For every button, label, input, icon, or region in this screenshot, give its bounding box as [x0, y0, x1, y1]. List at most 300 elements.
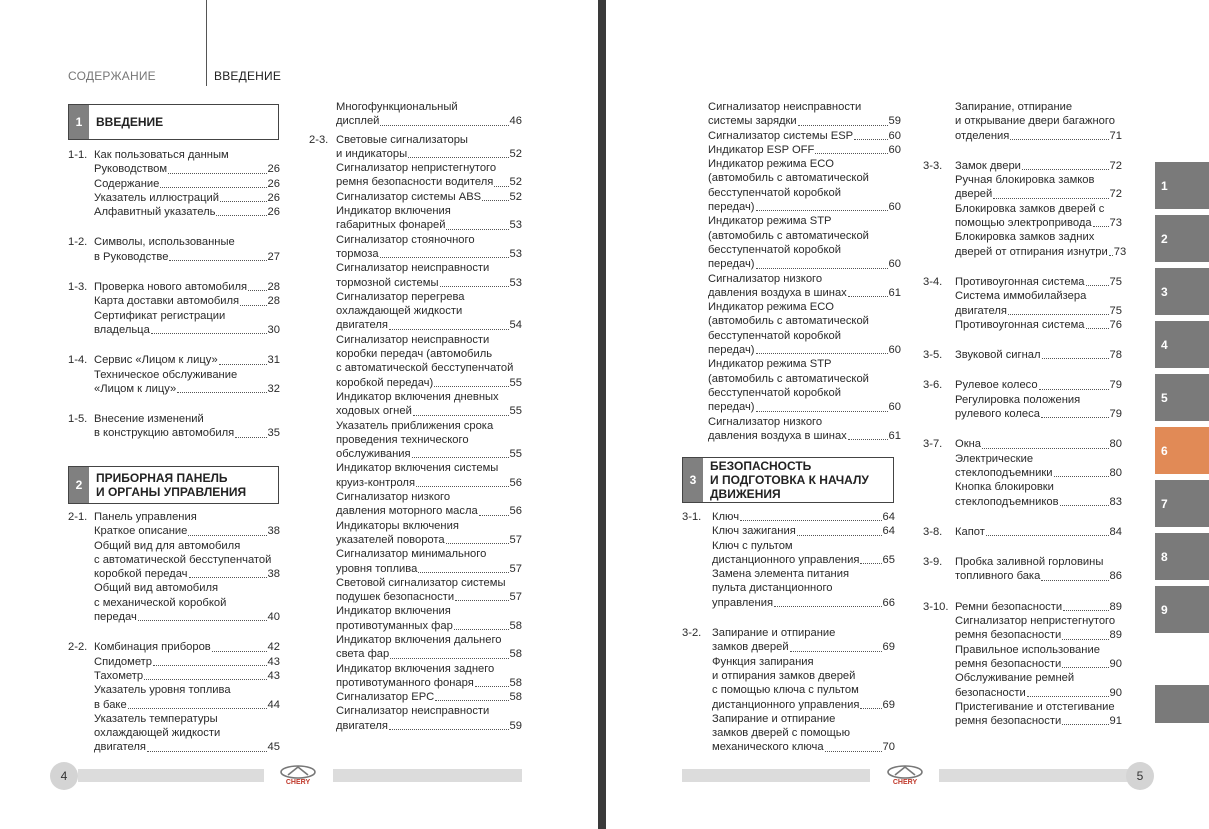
chapter-tab-9[interactable]: 9	[1155, 586, 1209, 633]
toc-entry-page: 40	[267, 611, 280, 624]
dot-leader	[740, 520, 882, 521]
toc-entry-text: Указатель температуры	[94, 712, 218, 725]
toc-entry-text: проведения технического	[336, 433, 469, 446]
toc-entry[interactable]	[923, 100, 1122, 143]
dot-leader	[982, 448, 1109, 449]
toc-entry-page: 90	[1109, 657, 1122, 670]
toc-entry-page: 75	[1109, 304, 1122, 317]
toc-entry-text: уровня топлива	[336, 562, 418, 575]
toc-entry-page: 76	[1109, 318, 1122, 331]
toc-entry-text: замков дверей	[712, 641, 789, 654]
toc-entry-page: 66	[882, 596, 895, 609]
toc-entry-text: передач)	[708, 258, 755, 271]
chapter-tab-8[interactable]: 8	[1155, 533, 1209, 580]
toc-column-right-2	[923, 100, 1127, 728]
toc-entry[interactable]	[923, 275, 1122, 289]
toc-entry[interactable]	[309, 662, 522, 691]
toc-entry[interactable]	[708, 300, 901, 357]
dot-leader	[1027, 696, 1109, 697]
toc-entry-text: передач	[94, 611, 137, 624]
toc-entry[interactable]	[923, 318, 1122, 332]
toc-entry[interactable]	[923, 671, 1122, 700]
chapter-tab-blank[interactable]	[1155, 685, 1209, 723]
toc-entry-number: 3-2.	[682, 627, 702, 640]
toc-entry-text: коробкой передач)	[336, 376, 434, 389]
chapter-tab-4[interactable]: 4	[1155, 321, 1209, 368]
toc-entry-text: Окна	[955, 438, 981, 451]
toc-entry-text: давления воздуха в шинах	[708, 286, 847, 299]
toc-entry[interactable]	[708, 415, 901, 444]
page-number-badge: 4	[50, 762, 78, 790]
toc-entry-text: охлаждающей жидкости	[336, 305, 463, 318]
toc-entry[interactable]	[309, 333, 522, 390]
toc-entry-number: 3-10.	[923, 600, 949, 613]
toc-entry-number: 3-9.	[923, 556, 943, 569]
toc-entry-text: ремня безопасности	[955, 657, 1062, 670]
toc-entry-text: Сигнализатор стояночного	[336, 233, 475, 246]
toc-entry-text: дисплей	[336, 115, 380, 128]
toc-entry-text: Индикатор включения заднего	[336, 662, 495, 675]
toc-entry[interactable]	[309, 290, 522, 333]
toc-column-left-1b	[68, 510, 280, 755]
toc-entry[interactable]	[309, 690, 522, 704]
toc-entry-number: 1-4.	[68, 354, 88, 367]
dot-leader	[479, 515, 509, 516]
toc-entry-text: Индикатор режима ECO	[708, 158, 834, 171]
toc-entry-page: 55	[509, 448, 522, 461]
dot-leader	[1042, 358, 1109, 359]
toc-entry[interactable]	[708, 357, 901, 414]
toc-entry-text: Электрические	[955, 452, 1034, 465]
toc-entry-text: Сигнализатор перегрева	[336, 290, 465, 303]
toc-entry[interactable]	[708, 272, 901, 301]
toc-entry[interactable]	[682, 567, 895, 610]
toc-entry-text: обслуживания	[336, 448, 411, 461]
section-title: БЕЗОПАСНОСТЬ И ПОДГОТОВКА К НАЧАЛУ ДВИЖЕНИЯ	[710, 459, 869, 501]
toc-entry-text: Ключ зажигания	[712, 525, 796, 538]
header-divider	[206, 0, 207, 86]
dot-leader	[756, 210, 888, 211]
toc-entry-number: 3-5.	[923, 349, 943, 362]
toc-entry[interactable]	[309, 233, 522, 262]
toc-entry-page: 89	[1109, 600, 1122, 613]
toc-entry-text: Капот	[955, 525, 985, 538]
toc-entry[interactable]	[309, 161, 522, 190]
toc-entry-text: двигателя	[94, 741, 146, 754]
toc-entry-page: 55	[509, 376, 522, 389]
toc-entry-page: 58	[509, 648, 522, 661]
toc-entry[interactable]	[68, 235, 280, 264]
dot-leader	[169, 260, 266, 261]
toc-entry-page: 54	[509, 319, 522, 332]
toc-entry-text: Блокировка замков дверей с	[955, 202, 1105, 215]
toc-entry-text: Звуковой сигнал	[955, 349, 1041, 362]
toc-entry-text: Функция запирания	[712, 655, 814, 668]
toc-entry-text: с автоматической бесступенчатой	[336, 362, 514, 375]
dot-leader	[380, 257, 509, 258]
toc-entry-text: Руководством	[94, 163, 168, 176]
toc-entry-page: 38	[267, 568, 280, 581]
toc-entry-text: Обслуживание ремней	[955, 672, 1075, 685]
chapter-tab-3[interactable]: 3	[1155, 268, 1209, 315]
toc-entry-text: тормозной системы	[336, 276, 439, 289]
footer-bar	[333, 769, 522, 782]
toc-entry-text: Краткое описание	[94, 525, 188, 538]
dot-leader	[1010, 139, 1108, 140]
dot-leader	[147, 751, 267, 752]
toc-entry[interactable]	[923, 480, 1122, 509]
dot-leader	[825, 751, 882, 752]
toc-entry-text: Спидометр	[94, 655, 153, 668]
toc-entry[interactable]	[708, 157, 901, 214]
toc-entry-text: дверей от отпирания изнутри	[955, 245, 1108, 258]
toc-entry-text: бесступенчатой коробкой	[708, 243, 841, 256]
section-number: 3	[683, 458, 703, 502]
toc-entry[interactable]	[682, 712, 895, 755]
toc-entry-text: Пристегивание и отстегивание	[955, 700, 1115, 713]
dot-leader	[212, 651, 267, 652]
toc-entry-page: 52	[509, 176, 522, 189]
toc-entry[interactable]	[309, 133, 522, 162]
toc-entry-text: и открывание двери багажного	[955, 115, 1115, 128]
dot-leader	[1086, 285, 1109, 286]
toc-entry-page: 65	[882, 553, 895, 566]
toc-entry-page: 84	[1109, 525, 1122, 538]
toc-entry[interactable]	[68, 191, 280, 205]
toc-entry[interactable]	[923, 525, 1122, 539]
toc-entry[interactable]	[923, 600, 1122, 614]
toc-entry[interactable]	[923, 393, 1122, 422]
toc-entry[interactable]	[923, 555, 1122, 584]
toc-entry[interactable]	[68, 309, 280, 338]
dot-leader	[1008, 314, 1109, 315]
dot-leader	[790, 651, 882, 652]
toc-entry[interactable]	[68, 205, 280, 219]
toc-entry-text: топливного бака	[955, 570, 1041, 583]
dot-leader	[240, 305, 266, 306]
toc-entry[interactable]	[309, 576, 522, 605]
toc-entry[interactable]	[682, 524, 895, 538]
toc-entry[interactable]	[68, 294, 280, 308]
toc-entry-page: 57	[509, 591, 522, 604]
toc-entry-page: 26	[267, 206, 280, 219]
toc-entry[interactable]	[923, 202, 1122, 231]
toc-entry[interactable]	[923, 173, 1122, 202]
toc-entry[interactable]	[923, 700, 1122, 729]
dot-leader	[482, 200, 508, 201]
toc-entry-page: 86	[1109, 570, 1122, 583]
toc-entry-text: Противоугонная система	[955, 275, 1085, 288]
dot-leader	[160, 187, 266, 188]
chery-logo	[276, 764, 320, 788]
dot-leader	[815, 153, 887, 154]
toc-entry-page: 30	[267, 323, 280, 336]
toc-entry[interactable]	[923, 614, 1122, 643]
toc-entry-page: 28	[267, 281, 280, 294]
dot-leader	[248, 290, 266, 291]
toc-entry[interactable]	[708, 214, 901, 271]
toc-entry-page: 35	[267, 427, 280, 440]
section-2-box[interactable]	[68, 466, 279, 504]
toc-entry-text: Ремни безопасности	[955, 600, 1063, 613]
dot-leader	[435, 700, 508, 701]
chapter-tab-7[interactable]: 7	[1155, 480, 1209, 527]
dot-leader	[475, 686, 509, 687]
toc-entry-page: 26	[267, 191, 280, 204]
page-number-badge: 5	[1126, 762, 1154, 790]
toc-entry-text: ремня безопасности	[955, 715, 1062, 728]
toc-entry-text: с автоматической бесступенчатой	[94, 553, 272, 566]
dot-leader	[440, 286, 509, 287]
toc-entry-page: 56	[509, 476, 522, 489]
toc-entry-number: 3-4.	[923, 275, 943, 288]
section-number: 1	[69, 105, 89, 139]
toc-entry[interactable]	[68, 353, 280, 367]
dot-leader	[494, 186, 508, 187]
toc-entry-text: Как пользоваться данным	[94, 149, 229, 161]
toc-entry[interactable]	[68, 148, 280, 162]
toc-entry[interactable]	[682, 539, 895, 568]
toc-entry-page: 89	[1109, 629, 1122, 642]
toc-entry[interactable]	[68, 280, 280, 294]
toc-entry[interactable]	[682, 510, 895, 524]
dot-leader	[454, 629, 509, 630]
toc-entry-page: 53	[509, 247, 522, 260]
toc-entry-page: 57	[509, 533, 522, 546]
toc-entry-page: 78	[1109, 349, 1122, 362]
toc-entry[interactable]	[309, 604, 522, 633]
toc-entry-text: Проверка нового автомобиля	[94, 281, 248, 294]
toc-entry-text: Ключ	[712, 511, 740, 523]
toc-entry-text: системы зарядки	[708, 115, 797, 128]
toc-entry-text: Ручная блокировка замков	[955, 174, 1095, 187]
toc-entry[interactable]	[309, 461, 522, 490]
toc-entry-text: Комбинация приборов	[94, 641, 211, 654]
toc-entry[interactable]	[68, 640, 280, 654]
toc-entry-page: 38	[267, 525, 280, 538]
toc-entry[interactable]	[309, 419, 522, 462]
toc-entry-text: Указатель уровня топлива	[94, 684, 231, 697]
dot-leader	[1062, 667, 1108, 668]
toc-entry-text: (автомобиль с автоматической	[708, 229, 869, 242]
dot-leader	[860, 563, 881, 564]
toc-entry-text: Ключ с пультом	[712, 539, 793, 552]
toc-column-left-1	[68, 148, 280, 441]
chapter-tab-5[interactable]: 5	[1155, 374, 1209, 421]
toc-entry-text: механического ключа	[712, 741, 824, 754]
toc-entry[interactable]	[68, 162, 280, 176]
toc-entry-text: двигателя	[336, 319, 388, 332]
toc-entry-text: Сигнализатор низкого	[708, 272, 823, 285]
left-page	[0, 0, 598, 829]
toc-entry-number: 2-2.	[68, 641, 88, 654]
toc-entry[interactable]	[68, 669, 280, 683]
toc-entry-text: Правильное использование	[955, 643, 1100, 656]
dot-leader	[413, 415, 509, 416]
toc-entry-page: 52	[509, 147, 522, 160]
toc-entry-text: Индикаторы включения	[336, 519, 459, 532]
toc-entry-page: 79	[1109, 408, 1122, 421]
toc-entry[interactable]	[309, 704, 522, 733]
toc-entry[interactable]	[923, 289, 1122, 318]
dot-leader	[168, 173, 266, 174]
dot-leader	[389, 729, 509, 730]
toc-entry-page: 64	[882, 525, 895, 538]
toc-entry[interactable]	[68, 539, 280, 582]
chapter-tab-2[interactable]: 2	[1155, 215, 1209, 262]
toc-entry-page: 56	[509, 505, 522, 518]
toc-entry-text: Запирание и отпирание	[712, 627, 836, 640]
toc-entry-text: Пробка заливной горловины	[955, 556, 1104, 569]
section-title: ВВЕДЕНИЕ	[96, 115, 164, 129]
toc-entry-text: Индикатор включения	[336, 205, 451, 218]
toc-entry-text: с помощью ключа с пультом	[712, 684, 859, 697]
dot-leader	[408, 157, 508, 158]
toc-entry-text: Сигнализатор непристегнутого	[336, 162, 497, 175]
toc-entry-page: 60	[888, 143, 901, 156]
dot-leader	[1062, 724, 1108, 725]
dot-leader	[446, 229, 508, 230]
section-3-box[interactable]	[682, 457, 894, 503]
toc-entry-page: 53	[509, 219, 522, 232]
toc-entry-text: Индикатор включения	[336, 605, 451, 618]
toc-entry[interactable]	[68, 712, 280, 755]
toc-entry[interactable]	[923, 348, 1122, 362]
toc-entry-text: рулевого колеса	[955, 408, 1040, 421]
toc-entry[interactable]	[923, 230, 1127, 259]
toc-entry[interactable]	[708, 143, 901, 157]
toc-entry-page: 69	[882, 698, 895, 711]
toc-entry-text: Указатель приближения срока	[336, 419, 494, 432]
toc-entry-text: Световые сигнализаторы	[336, 133, 468, 146]
toc-entry-text: Общий вид автомобиля	[94, 582, 219, 595]
toc-entry-page: 26	[267, 177, 280, 190]
toc-entry[interactable]	[309, 390, 522, 419]
toc-entry-text: безопасности	[955, 686, 1026, 699]
toc-entry-text: Индикатор ESP OFF	[708, 143, 815, 156]
toc-entry[interactable]	[68, 412, 280, 441]
toc-entry-text: Запирание, отпирание	[955, 101, 1073, 113]
dot-leader	[756, 353, 888, 354]
header-section: ВВЕДЕНИЕ	[214, 69, 282, 83]
toc-entry-page: 73	[1113, 245, 1127, 258]
dot-leader	[860, 708, 881, 709]
toc-entry-page: 61	[888, 429, 901, 442]
toc-entry-page: 60	[888, 201, 901, 214]
toc-entry-text: владельца	[94, 323, 150, 336]
toc-entry[interactable]	[68, 524, 280, 538]
toc-entry[interactable]	[68, 683, 280, 712]
toc-entry-page: 31	[267, 354, 280, 367]
toc-entry-page: 80	[1109, 438, 1122, 451]
toc-entry[interactable]	[309, 490, 522, 519]
toc-entry-page: 59	[888, 115, 901, 128]
chapter-tab-6[interactable]: 6	[1155, 427, 1209, 474]
toc-entry-text: ремня безопасности	[955, 629, 1062, 642]
toc-entry-page: 57	[509, 562, 522, 575]
dot-leader	[798, 125, 888, 126]
toc-entry-text: Противоугонная система	[955, 318, 1085, 331]
toc-entry[interactable]	[923, 643, 1122, 672]
toc-entry-text: охлаждающей жидкости	[94, 727, 221, 740]
toc-entry-text: Блокировка замков задних	[955, 231, 1095, 244]
toc-entry-text: Сигнализатор EPC	[336, 691, 435, 704]
dot-leader	[1060, 505, 1109, 506]
toc-entry-text: Замок двери	[955, 159, 1021, 172]
dot-leader	[151, 333, 267, 334]
chapter-tab-1[interactable]: 1	[1155, 162, 1209, 209]
toc-entry-number: 3-6.	[923, 379, 943, 392]
dot-leader	[854, 139, 887, 140]
section-1-box[interactable]	[68, 104, 279, 140]
toc-entry-number: 3-1.	[682, 511, 702, 523]
toc-entry[interactable]	[68, 581, 280, 624]
toc-entry[interactable]	[708, 100, 901, 129]
toc-entry-text: пульта дистанционного	[712, 582, 833, 595]
toc-entry[interactable]	[682, 626, 895, 655]
toc-entry[interactable]	[309, 204, 522, 233]
toc-entry[interactable]	[309, 519, 522, 548]
toc-entry-text: Сигнализатор неисправности	[336, 262, 490, 275]
toc-entry-text: и отпирания замков дверей	[712, 669, 856, 682]
toc-entry-page: 28	[267, 295, 280, 308]
toc-entry[interactable]	[309, 633, 522, 662]
toc-entry[interactable]	[708, 129, 901, 143]
dot-leader	[1086, 328, 1109, 329]
toc-entry-text: в баке	[94, 698, 127, 711]
toc-entry[interactable]	[309, 261, 522, 290]
toc-entry[interactable]	[309, 100, 522, 129]
toc-entry-number: 1-2.	[68, 236, 88, 249]
toc-entry-page: 58	[509, 676, 522, 689]
toc-entry-page: 60	[888, 258, 901, 271]
toc-entry-text: Внесение изменений	[94, 413, 204, 426]
dot-leader	[993, 198, 1108, 199]
toc-entry[interactable]	[68, 510, 280, 524]
dot-leader	[434, 386, 508, 387]
toc-entry-text: передач)	[708, 344, 755, 357]
toc-entry-text: Индикатор включения дневных	[336, 390, 499, 403]
section-title: ПРИБОРНАЯ ПАНЕЛЬ И ОРГАНЫ УПРАВЛЕНИЯ	[96, 471, 247, 499]
toc-entry[interactable]	[309, 547, 522, 576]
toc-entry-text: тормоза	[336, 247, 379, 260]
toc-entry[interactable]	[923, 452, 1122, 481]
toc-entry-text: Сигнализатор низкого	[708, 415, 823, 428]
toc-entry-text: помощью электропривода	[955, 217, 1092, 230]
toc-entry[interactable]	[68, 177, 280, 191]
toc-entry[interactable]	[68, 368, 280, 397]
toc-entry[interactable]	[923, 437, 1122, 451]
toc-entry[interactable]	[923, 159, 1122, 173]
toc-entry-text: давления моторного масла	[336, 505, 478, 518]
toc-entry[interactable]	[68, 655, 280, 669]
dot-leader	[848, 296, 888, 297]
toc-entry-text: Сигнализатор системы ABS	[336, 190, 482, 203]
toc-entry-text: передач)	[708, 401, 755, 414]
toc-entry[interactable]	[923, 378, 1122, 392]
book-spine	[598, 0, 606, 829]
toc-entry-number: 1-3.	[68, 281, 88, 294]
toc-entry-text: Панель управления	[94, 511, 197, 523]
section-number: 2	[69, 467, 89, 503]
toc-entry[interactable]	[682, 655, 895, 712]
dot-leader	[797, 535, 882, 536]
dot-leader	[1041, 580, 1108, 581]
toc-entry-page: 72	[1109, 159, 1122, 172]
toc-entry[interactable]	[309, 190, 522, 204]
toc-entry-text: Индикатор включения системы	[336, 462, 499, 475]
toc-entry-page: 58	[509, 619, 522, 632]
